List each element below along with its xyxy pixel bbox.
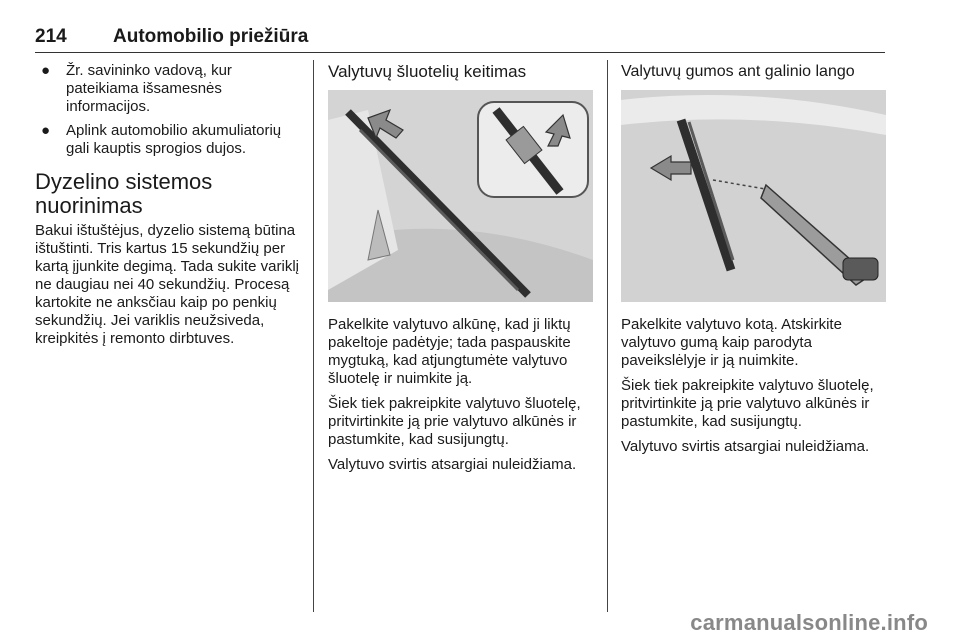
paragraph-rear-1: Pakelkite valytuvo kotą. Atskirkite valytuvo gumą kaip parodyta paveikslėlyje ir ją nuimkite. [621, 316, 842, 369]
paragraph-rear-3: Valytuvo svirtis atsargiai nuleidžiama. [621, 438, 870, 455]
paragraph-wiper-1: Pakelkite valytuvo alkūnę, kad ji liktų pakeltoje padėtyje; tada paspauskite mygtuką, kad atjungtumėte valytuvo šluotelę ir nuimkite ją. [328, 316, 571, 387]
column-divider-1 [313, 60, 314, 612]
bullet-dot-icon: ● [41, 62, 51, 79]
paragraph-rear-2: Šiek tiek pakreipkite valytuvo šluotelę, pritvirtinkite ją prie valytuvo alkūnės ir pastumkite, kad susijungtų. [621, 377, 874, 430]
section-title-diesel: Dyzelino sistemos nuorinimas [35, 169, 213, 218]
rear-wiper-figure [621, 90, 886, 302]
section-title-rear-wiper: Valytuvų gumos ant galinio lango [621, 63, 855, 80]
column-left [35, 62, 303, 355]
column-divider-2 [607, 60, 608, 612]
front-wiper-figure [328, 90, 593, 302]
column-middle [328, 62, 593, 481]
section-title-wiper-replacement: Valytuvų šluotelių keitimas [328, 62, 527, 81]
bullet-text: Žr. savininko vadovą, kur pateikiama išsamesnės informacijos. [66, 62, 232, 115]
front-wiper-illustration [328, 90, 593, 302]
bullet-item [35, 62, 303, 116]
bullet-dot-icon: ● [41, 122, 51, 139]
paragraph-wiper-2: Šiek tiek pakreipkite valytuvo šluotelę, pritvirtinkite ją prie valytuvo alkūnės ir pastumkite, kad susijungtų. [328, 395, 581, 448]
bullet-item [35, 122, 303, 158]
rear-wiper-illustration [621, 90, 886, 302]
watermark-text: carmanualsonline.info [690, 610, 928, 635]
paragraph-wiper-3: Valytuvo svirtis atsargiai nuleidžiama. [328, 456, 577, 473]
bullet-text: Aplink automobilio akumuliatorių gali kauptis sprogios dujos. [66, 122, 282, 157]
header-rule [35, 52, 885, 53]
page-number: 214 [35, 26, 67, 47]
paragraph-diesel: Bakui ištuštėjus, dyzelio sistemą būtina ištuštinti. Tris kartus 15 sekundžių per kartą įjunkite degimą. Tada sukite variklį ne daugiau nei 40 sekundžių. Procesą kartokite ne anksčiau kaip po penkių sekundžių. Jei variklis neužsiveda, kreipkitės į remonto dirbtuves. [35, 222, 300, 347]
page-header [35, 26, 885, 54]
chapter-title: Automobilio priežiūra [113, 26, 309, 47]
column-right [621, 62, 887, 463]
